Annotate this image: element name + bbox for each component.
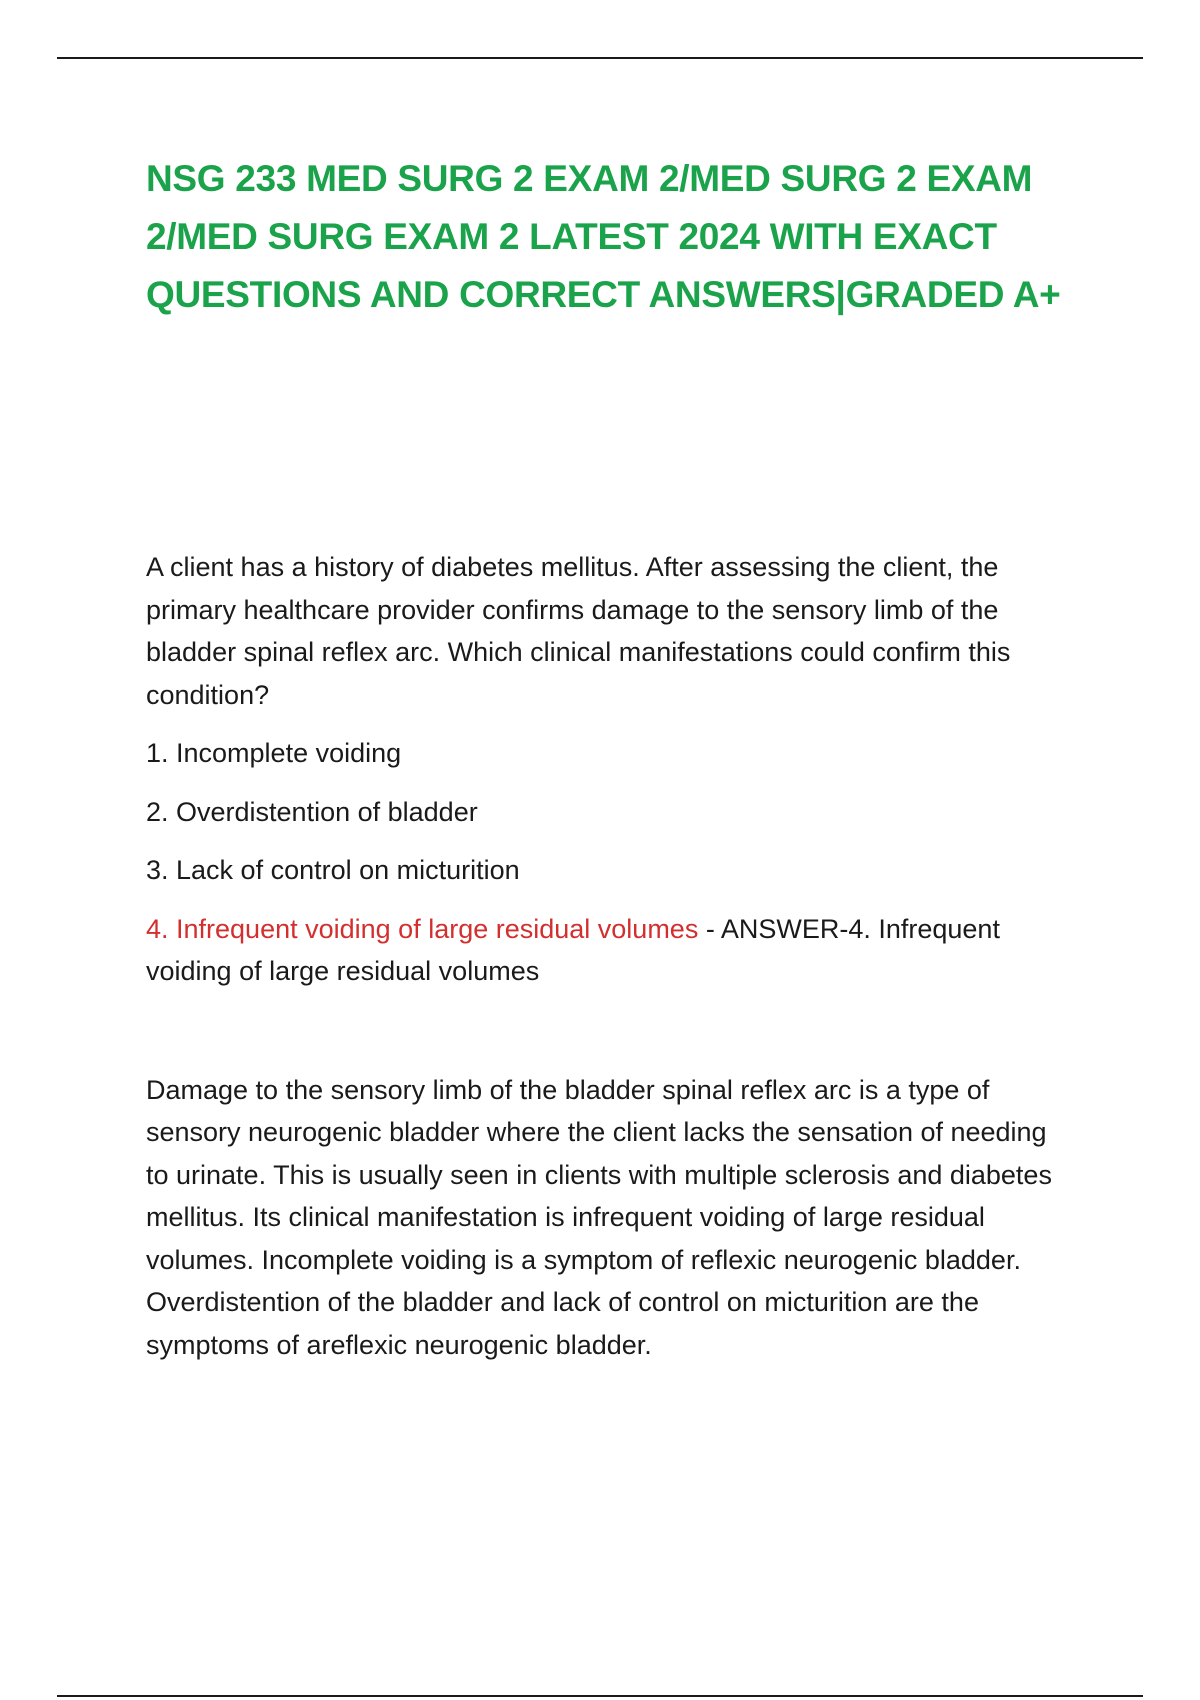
answer-rationale: Damage to the sensory limb of the bladder spinal reflex arc is a type of sensory neurogenic bladder where the client lacks the sensation of needing to urinate. This is usually seen in clients with multiple sclerosis and diabetes mellitus. Its clinical manifestation is infrequent voiding of large residual volumes. Incomplete voiding is a symptom of reflexic neurogenic bladder. Overdistention of the bladder and lack of control on micturition are the symptoms of areflexic neurogenic bladder. <box>146 1074 1052 1360</box>
document-title: NSG 233 MED SURG 2 EXAM 2/MED SURG 2 EXAM 2/MED SURG EXAM 2 LATEST 2024 WITH EXACT QUESTIONS AND CORRECT ANSWERS|GRADED A+ <box>146 158 1061 315</box>
answer-option-1: 1. Incomplete voiding <box>146 738 402 768</box>
top-rule <box>57 57 1143 59</box>
question-stem: A client has a history of diabetes mellitus. After assessing the client, the primary healthcare provider confirms damage to the sensory limb of the bladder spinal reflex arc. Which clinical manifestations could confirm this condition? <box>146 552 1011 710</box>
answer-option-3: 3. Lack of control on micturition <box>146 855 520 885</box>
answer-option-4-with-answer <box>146 908 1076 993</box>
bottom-rule <box>57 1695 1143 1697</box>
document-body <box>146 150 1076 1366</box>
correct-answer-option: 4. Infrequent voiding of large residual volumes <box>146 913 699 944</box>
answer-option-2: 2. Overdistention of bladder <box>146 796 478 827</box>
answer-key: - ANSWER-4. Infrequent voiding of large residual volumes <box>146 913 1000 986</box>
